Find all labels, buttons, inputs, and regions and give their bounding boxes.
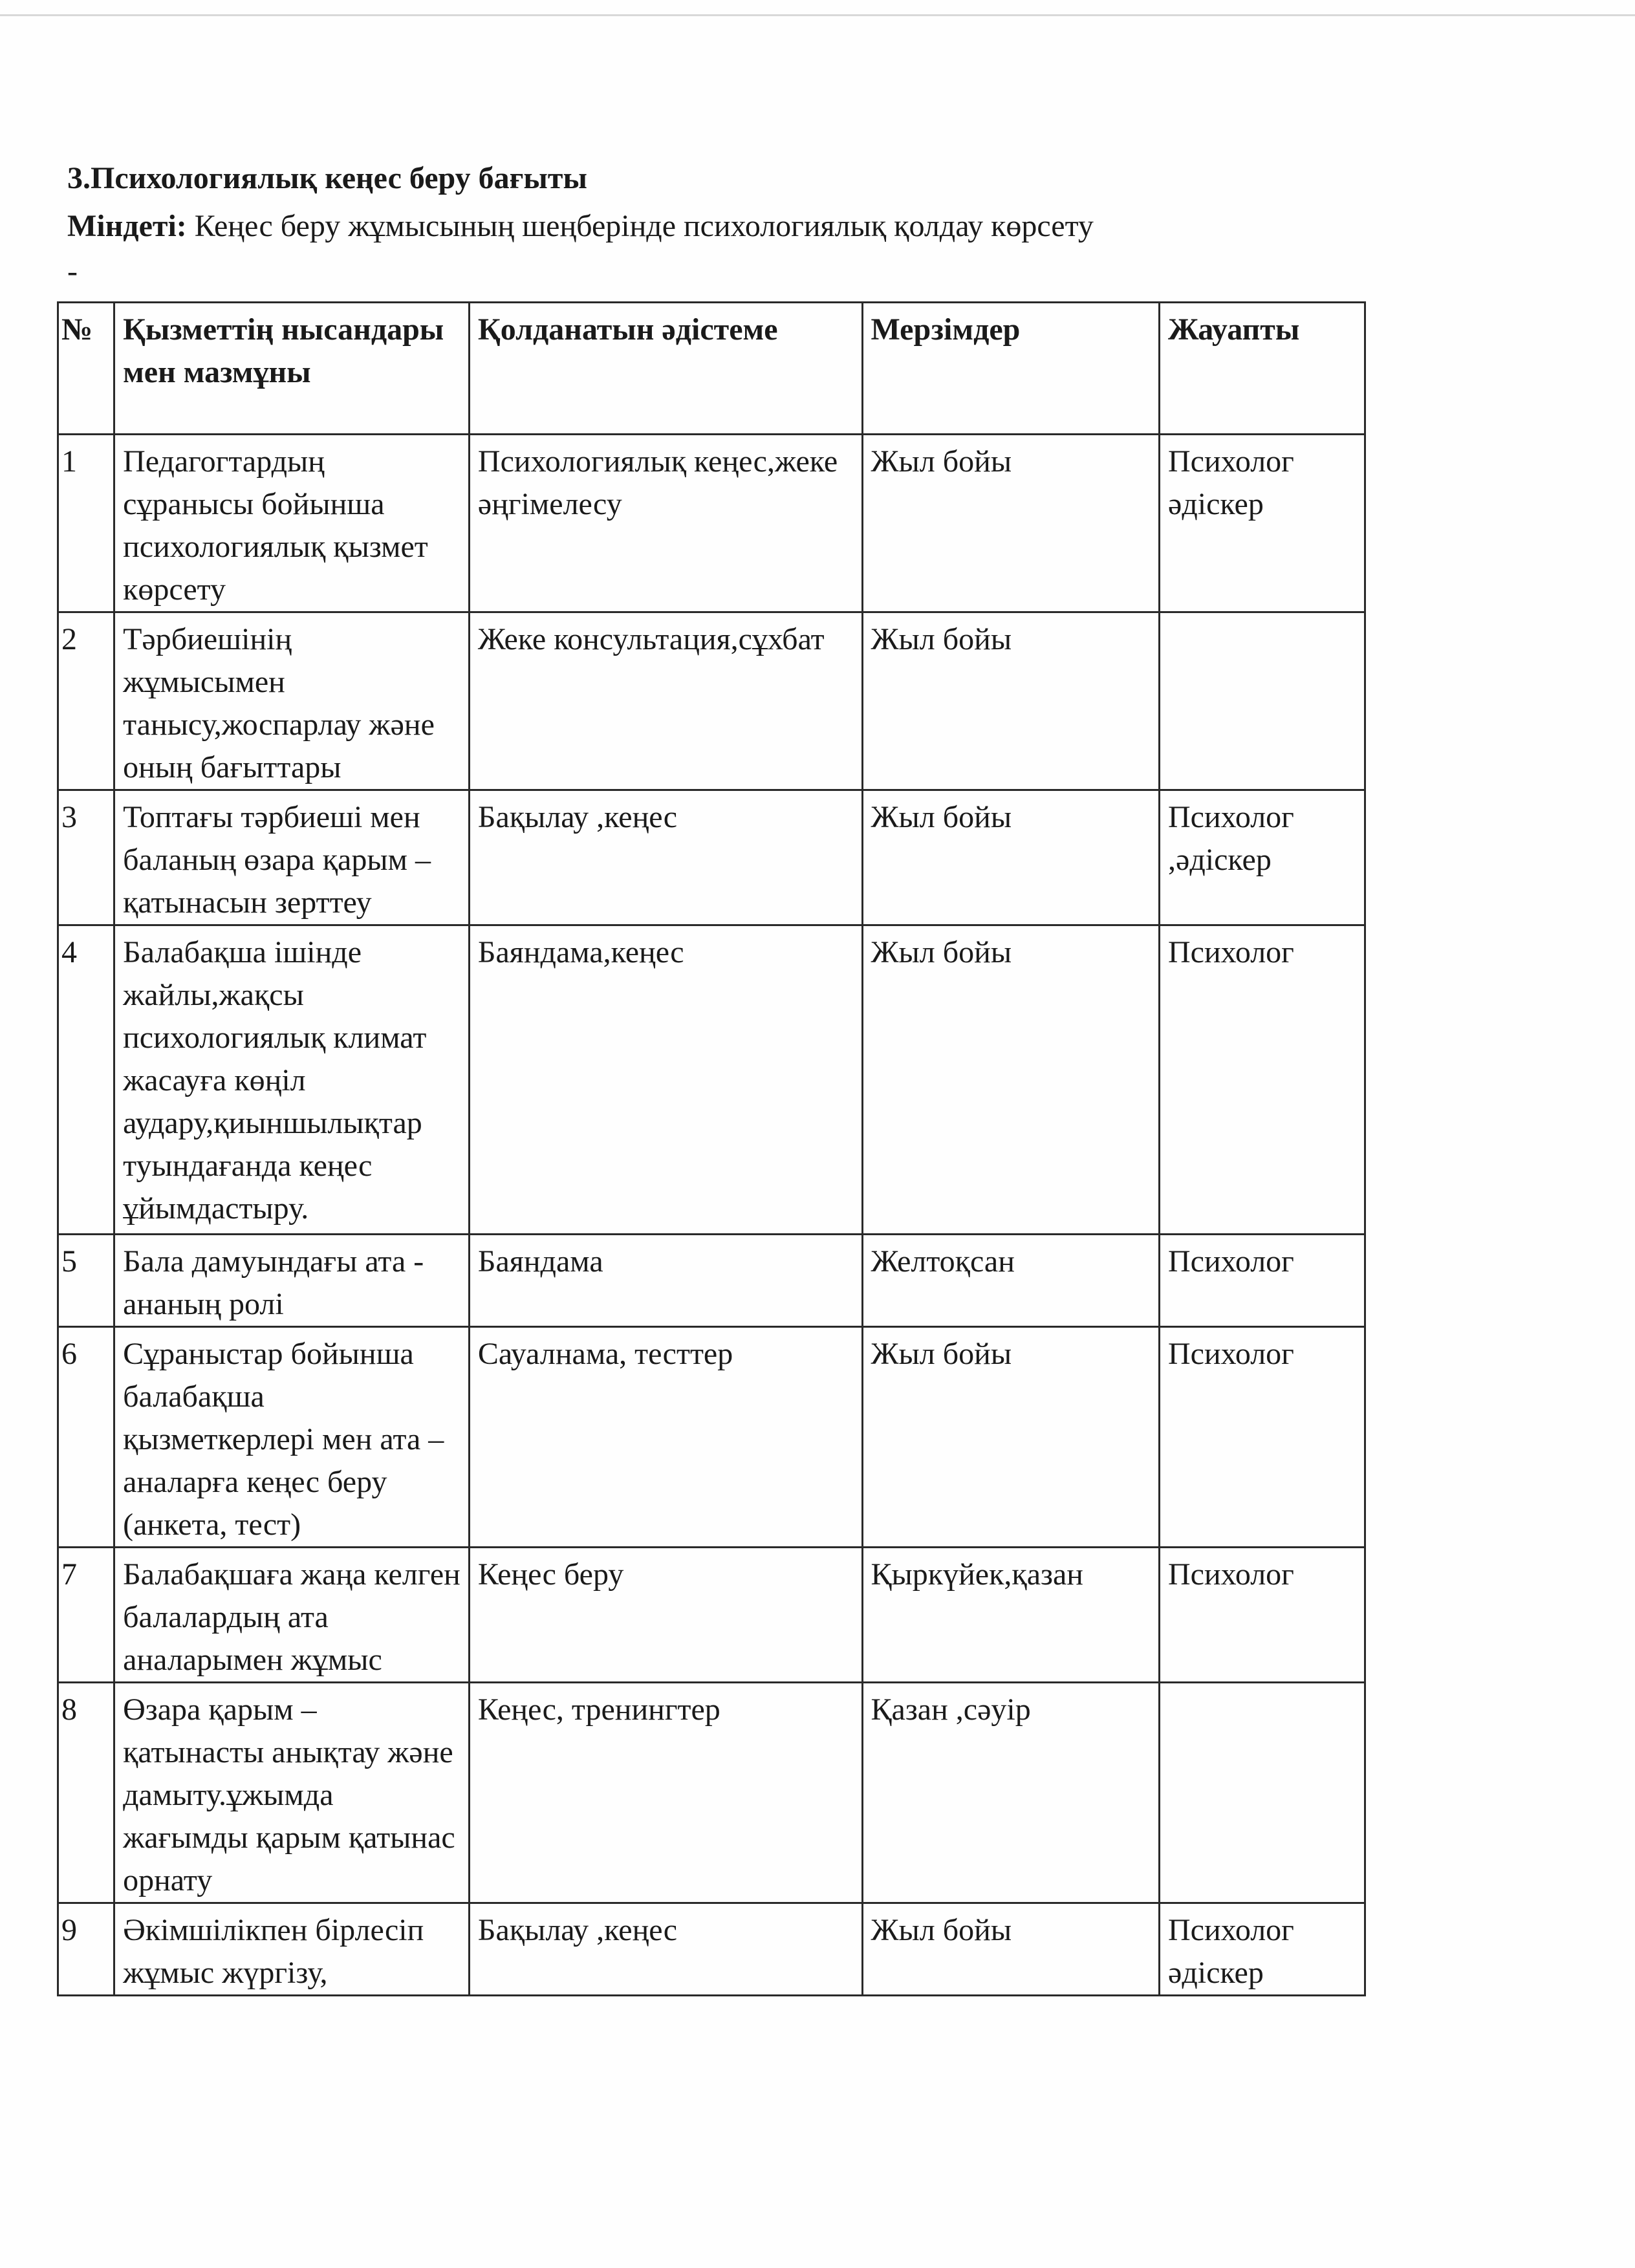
row-method: Бақылау ,кеңес [469, 790, 862, 925]
row-responsible [1160, 1683, 1365, 1903]
header-method: Қолданатын әдістеме [469, 303, 862, 435]
row-num: 2 [58, 612, 114, 790]
row-num: 6 [58, 1327, 114, 1548]
row-num: 9 [58, 1903, 114, 1996]
table-row [58, 1235, 1365, 1327]
table-row [58, 925, 1365, 1235]
header-num: № [58, 303, 114, 435]
row-num: 8 [58, 1683, 114, 1903]
task-label: Міндеті: [67, 209, 187, 243]
row-method: Баяндама [469, 1235, 862, 1327]
row-term: Жыл бойы [862, 925, 1160, 1235]
row-num: 4 [58, 925, 114, 1235]
task-line [67, 206, 1094, 247]
header-term: Мерзімдер [862, 303, 1160, 435]
row-method: Бақылау ,кеңес [469, 1903, 862, 1996]
row-content: Әкімшілікпен бірлесіп жұмыс жүргізу, [114, 1903, 470, 1996]
row-method: Баяндама,кеңес [469, 925, 862, 1235]
row-content: Сұраныстар бойынша балабақша қызметкерлері мен ата –аналарға кеңес беру (анкета, тест) [114, 1327, 470, 1548]
row-content: Балабақшаға жаңа келген балалардың ата аналарымен жұмыс [114, 1548, 470, 1683]
plan-table [57, 301, 1366, 1996]
row-num: 5 [58, 1235, 114, 1327]
row-method: Сауалнама, тесттер [469, 1327, 862, 1548]
section-heading: 3.Психологиялық кеңес беру бағыты [67, 161, 587, 195]
row-content: Бала дамуындағы ата - ананың ролі [114, 1235, 470, 1327]
row-method: Кеңес, тренингтер [469, 1683, 862, 1903]
dash-mark: - [67, 254, 78, 288]
row-term: Жыл бойы [862, 435, 1160, 612]
row-num: 3 [58, 790, 114, 925]
table-row [58, 1903, 1365, 1996]
row-term: Желтоқсан [862, 1235, 1160, 1327]
row-responsible [1160, 612, 1365, 790]
row-num: 1 [58, 435, 114, 612]
row-responsible: Психолог [1160, 1548, 1365, 1683]
table-header-row [58, 303, 1365, 435]
row-method: Психологиялық кеңес,жеке әңгімелесу [469, 435, 862, 612]
header-content: Қызметтің нысандары мен мазмұны [114, 303, 470, 435]
row-content: Топтағы тәрбиеші мен баланың өзара қарым –қатынасын зерттеу [114, 790, 470, 925]
row-responsible: Психолог ,әдіскер [1160, 790, 1365, 925]
row-content: Балабақша ішінде жайлы,жақсы психологиялық климат жасауға көңіл аудару,қиыншылықтар туындағанда кеңес ұйымдастыру. [114, 925, 470, 1235]
row-num: 7 [58, 1548, 114, 1683]
row-method: Жеке консультация,сұхбат [469, 612, 862, 790]
page-top-edge [0, 14, 1635, 16]
header-responsible: Жауапты [1160, 303, 1365, 435]
row-responsible: Психолог [1160, 1235, 1365, 1327]
row-term: Жыл бойы [862, 1327, 1160, 1548]
row-term: Жыл бойы [862, 612, 1160, 790]
table-row [58, 1327, 1365, 1548]
row-responsible: Психолог [1160, 925, 1365, 1235]
row-content: Тәрбиешінің жұмысымен танысу,жоспарлау және оның бағыттары [114, 612, 470, 790]
table-row [58, 612, 1365, 790]
table-row [58, 790, 1365, 925]
table-row [58, 1683, 1365, 1903]
row-term: Қазан ,сәуір [862, 1683, 1160, 1903]
row-responsible: Психолог әдіскер [1160, 1903, 1365, 1996]
row-term: Қыркүйек,қазан [862, 1548, 1160, 1683]
row-content: Педагогтардың сұранысы бойынша психологиялық қызмет көрсету [114, 435, 470, 612]
row-term: Жыл бойы [862, 1903, 1160, 1996]
row-responsible: Психолог [1160, 1327, 1365, 1548]
table-row [58, 435, 1365, 612]
row-content: Өзара қарым – қатынасты анықтау және дамыту.ұжымда жағымды қарым қатынас орнату [114, 1683, 470, 1903]
row-method: Кеңес беру [469, 1548, 862, 1683]
table-row [58, 1548, 1365, 1683]
row-responsible: Психолог әдіскер [1160, 435, 1365, 612]
task-text: Кеңес беру жұмысының шеңберінде психологиялық қолдау көрсету [186, 209, 1094, 243]
row-term: Жыл бойы [862, 790, 1160, 925]
